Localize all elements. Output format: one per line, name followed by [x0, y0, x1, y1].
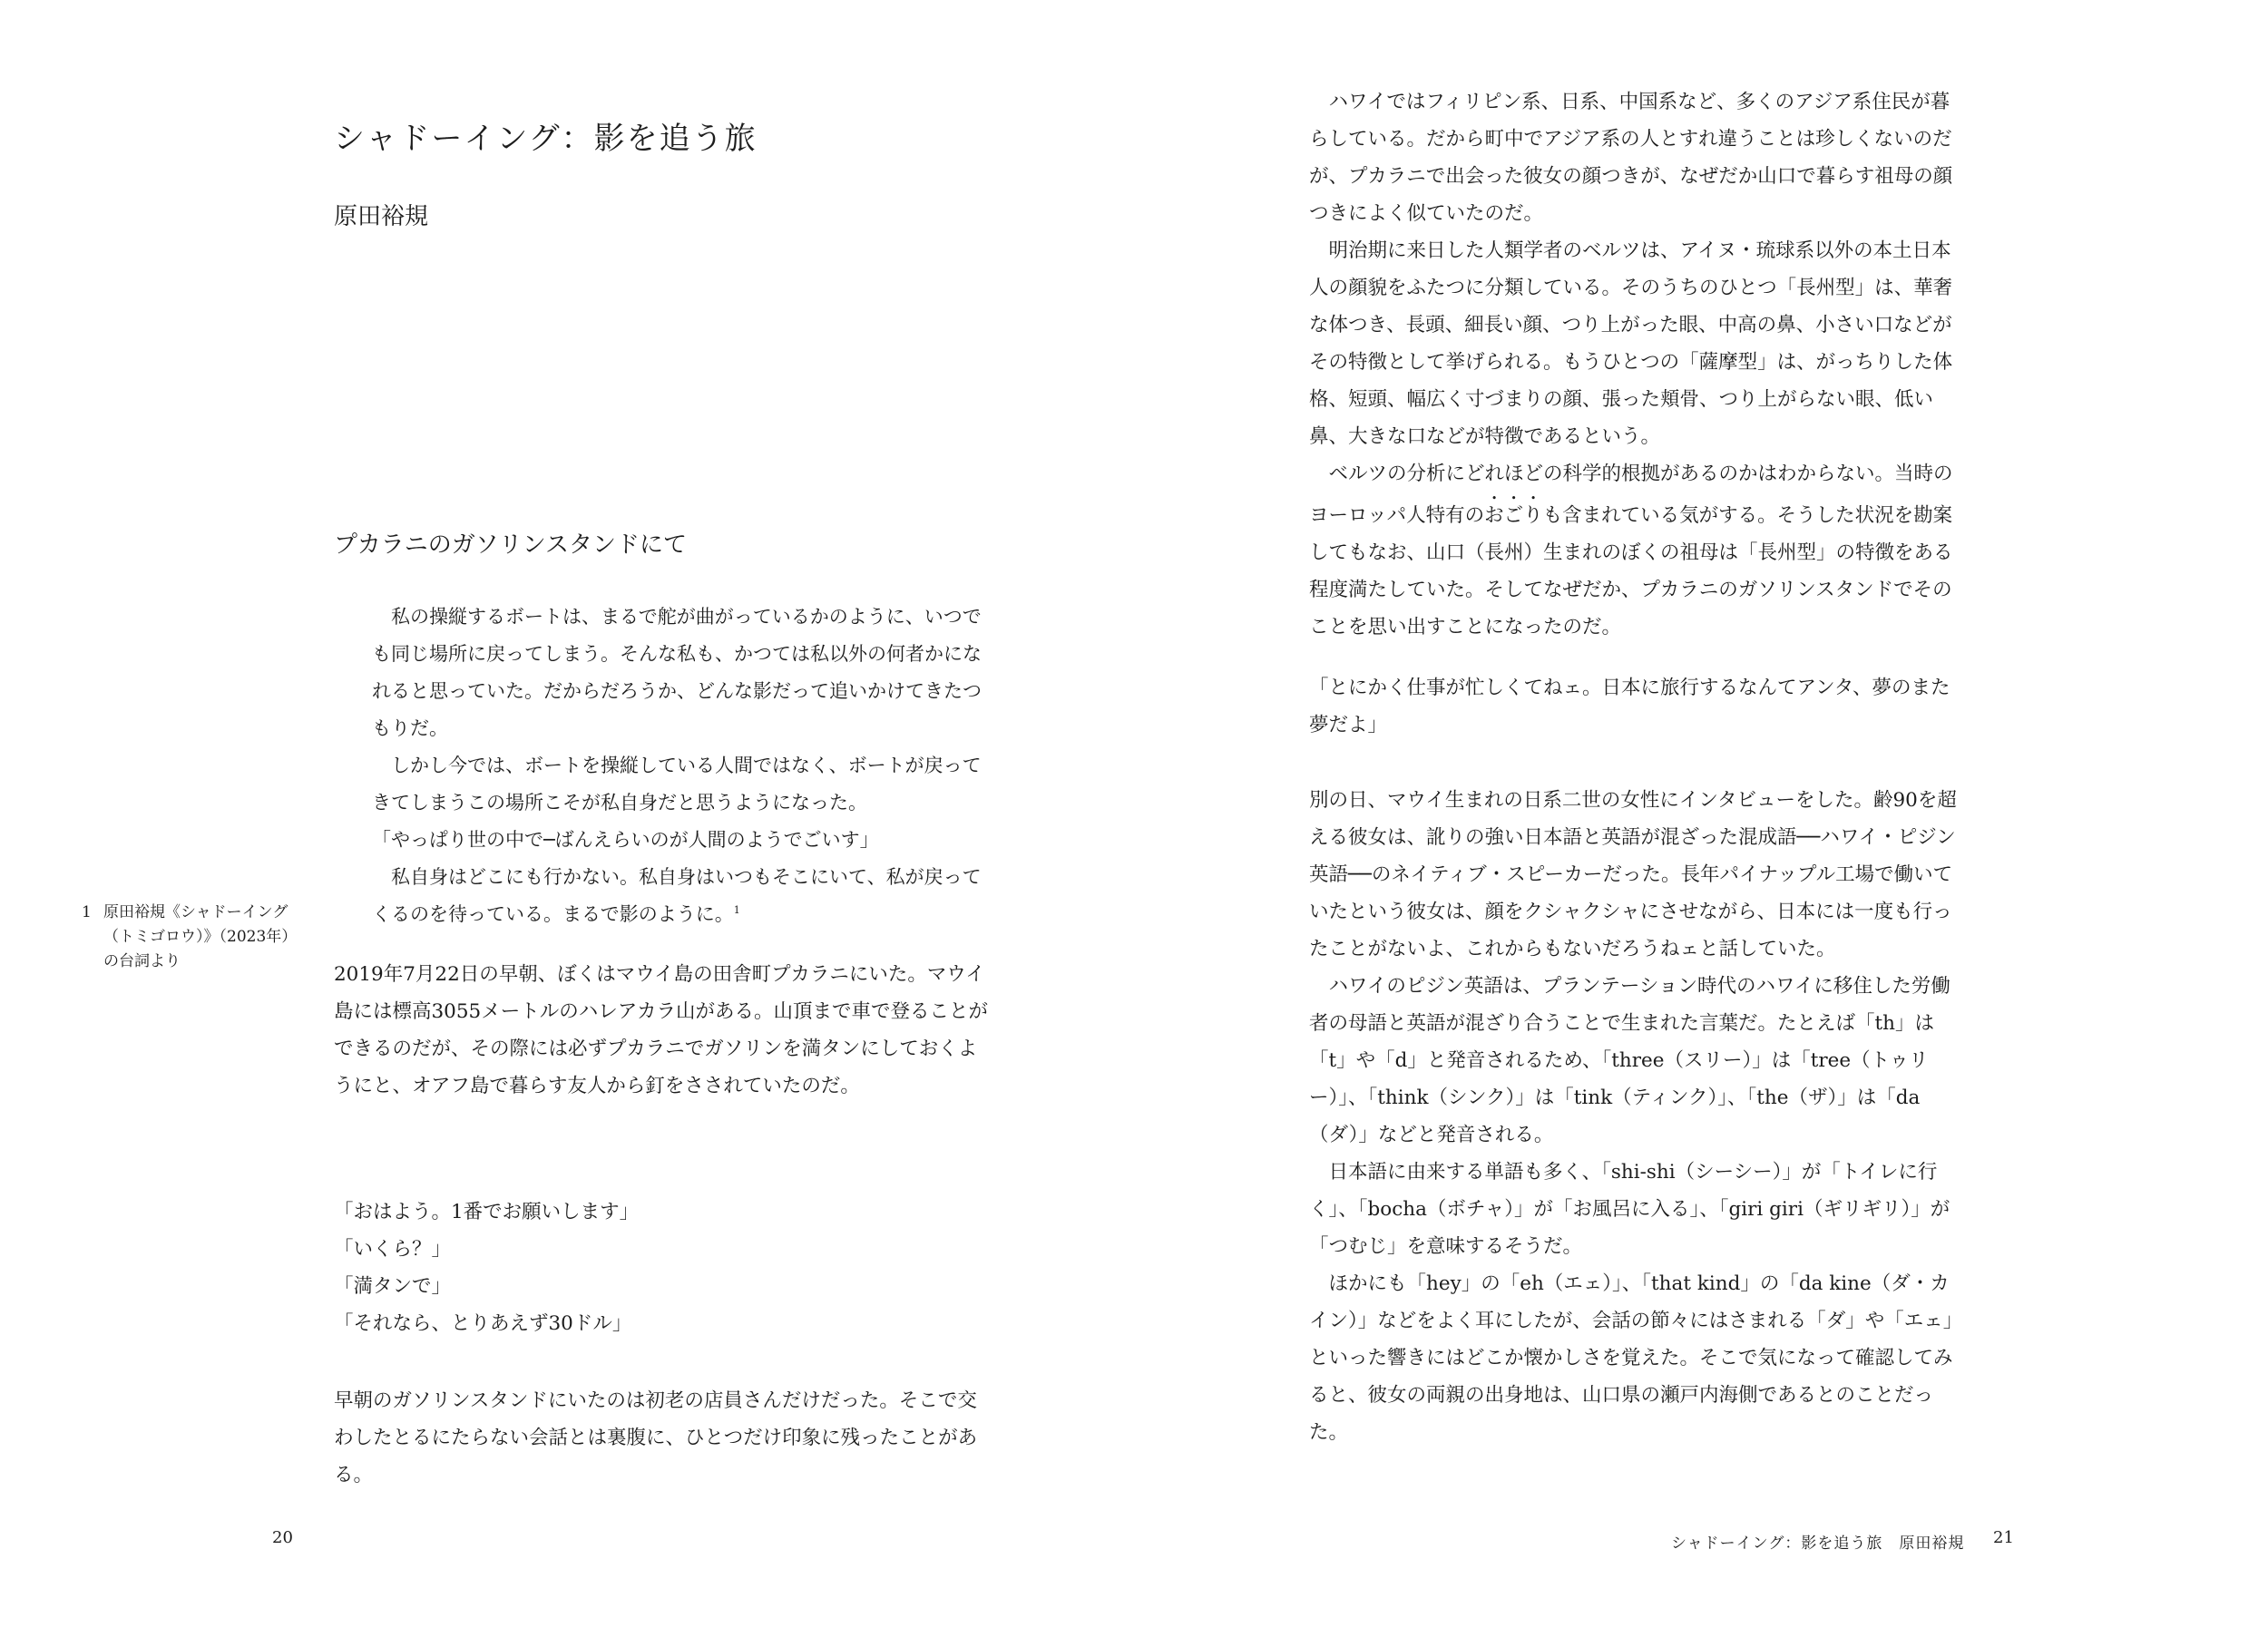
footnote-number: 1 — [82, 903, 92, 921]
body-paragraph — [334, 1382, 989, 1494]
body-text: 明治期に来日した人類学者のベルツは、アイヌ・琉球系以外の本土日本人の顔貌をふたつに分類している。そのうちのひとつ「長州型」は、華奢な体つき、長頭、細長い顔、つり上がった眼、中高の鼻、小さい口などがその特徴として挙げられる。もうひとつの「薩摩型」は、がっちりした体格、短頭、幅広く寸づまりの顔、張った頬骨、つり上がらない眼、低い鼻、大きな口などが特徴であるという。 — [1309, 239, 1953, 448]
section-heading: プカラニのガソリンスタンドにて — [334, 531, 687, 559]
body-text: 別の日、マウイ生まれの日系二世の女性にインタビューをした。齢90を超える彼女は、訛りの強い日本語と英語が混ざった混成語──ハワイ・ピジン英語──のネイティブ・スピーカーだった。長年パイナップル工場で働いていたという彼女は、顔をクシャクシャにさせながら、日本には一度も行ったことがないよ、これからもないだろうねェと話していた。 — [1309, 789, 1957, 960]
dialogue-line: 「満タンで」 — [334, 1275, 452, 1298]
quote-text: 私自身はどこにも行かない。私自身はいつもそこにいて、私が戻ってくるのを待っている。まるで影のように。 — [372, 866, 982, 925]
author-name: 原田裕規 — [334, 203, 429, 230]
quote-paragraph: しかし今では、ボートを操縦している人間ではなく、ボートが戻ってきてしまうこの場所こそが私自身だと思うようになった。 — [372, 755, 982, 814]
dialogue-line: 「それなら、とりあえず30ドル」 — [334, 1312, 632, 1335]
body-text: ほかにも「hey」の「eh（エェ）」、「that kind」の「da kine（ダ・カイン）」などをよく耳にしたが、会話の節々にはさまれる「ダ」や「エェ」といった響きにはどこか懐かしさを覚えた。そこで気になって確認してみると、彼女の両親の出身地は、山口県の瀬戸内海側であるとのことだった。 — [1309, 1272, 1963, 1444]
footnote-reference[interactable]: 1 — [733, 904, 740, 916]
dialogue-line: 「いくら？」 — [334, 1238, 452, 1261]
dialogue-line: 「おはよう。1番でお願いします」 — [334, 1201, 640, 1223]
body-text — [1309, 455, 1964, 646]
page-title: シャドーイング：影を追う旅 — [334, 121, 758, 157]
quote-paragraph — [372, 859, 989, 933]
quote-dialogue: 「やっぱり世の中で─ばんえらいのが人間のようでごいす」 — [372, 829, 879, 851]
body-section — [1309, 782, 1964, 1451]
running-head: シャドーイング：影を追う旅 原田裕規 — [1671, 1535, 1965, 1553]
body-text: 2019年7月22日の早朝、ぼくはマウイ島の田舎町プカラニにいた。マウイ島には標高3055メートルのハレアカラ山がある。山頂まで車で登ることができるのだが、その際には必ずプカラニでガソリンを満タンにしておくようにと、オアフ島で暮らす友人から釘をさされていたのだ。 — [334, 963, 989, 1097]
quote-section — [1309, 669, 1964, 744]
body-text: ハワイではフィリピン系、日系、中国系など、多くのアジア系住民が暮らしている。だから町中でアジア系の人とすれ違うことは珍しくないのだが、プカラニで出会った彼女の顔つきが、なぜだか山口で暮らす祖母の顔つきによく似ていたのだ。 — [1309, 91, 1953, 225]
body-text: 日本語に由来する単語も多く、「shi-shi（シーシー）」が「トイレに行く」、「bocha（ボチャ）」が「お風呂に入る」、「giri giri（ギリギリ）」が「つむじ」を意味するそうだ。 — [1309, 1161, 1950, 1258]
body-text-segment: も含まれている気がする。そうした状況を勘案してもなお、山口（長州）生まれのぼくの祖母は「長州型」の特徴をある程度満たしていた。そしてなぜだか、プカラニのガソリンスタンドでそのことを思い出すことになったのだ。 — [1309, 504, 1953, 638]
dialogue-line: 「とにかく仕事が忙しくてねェ。日本に旅行するなんてアンタ、夢のまた夢だよ」 — [1309, 677, 1950, 736]
body-section — [1309, 83, 1964, 646]
footnote — [82, 901, 299, 974]
page-number-left: 20 — [272, 1528, 293, 1547]
emphasized-text: おごり — [1484, 504, 1543, 527]
body-text: 早朝のガソリンスタンドにいたのは初老の店員さんだけだった。そこで交わしたとるにたらない会話とは裏腹に、ひとつだけ印象に残ったことがある。 — [334, 1389, 978, 1486]
page-number-right: 21 — [1993, 1528, 2014, 1547]
quote-paragraph: 私の操縦するボートは、まるで舵が曲がっているかのように、いつでも同じ場所に戻ってしまう。そんな私も、かつては私以外の何者かになれると思っていた。だからだろうか、どんな影だって追いかけてきたつもりだ。 — [372, 606, 982, 739]
body-text-segment: ベルツの分析にどれほどの科学的根拠があるのかはわからない。当時のヨーロッパ人特有の — [1309, 463, 1953, 527]
dialogue-block — [334, 1194, 989, 1342]
epigraph-quote — [372, 599, 989, 933]
body-text: ハワイのピジン英語は、プランテーション時代のハワイに移住した労働者の母語と英語が混ざり合うことで生まれた言葉だ。たとえば「th」は「t」や「d」と発音されるため、「three（スリー）」は「tree（トゥリー）」、「think（シンク）」は「tink（ティンク）」、「the（ザ）」は「da（ダ）」などと発音される。 — [1309, 975, 1950, 1146]
footnote-text: 原田裕規《シャドーイング（トミゴロウ）》（2023年）の台詞より — [103, 903, 298, 970]
body-paragraph — [334, 956, 989, 1105]
